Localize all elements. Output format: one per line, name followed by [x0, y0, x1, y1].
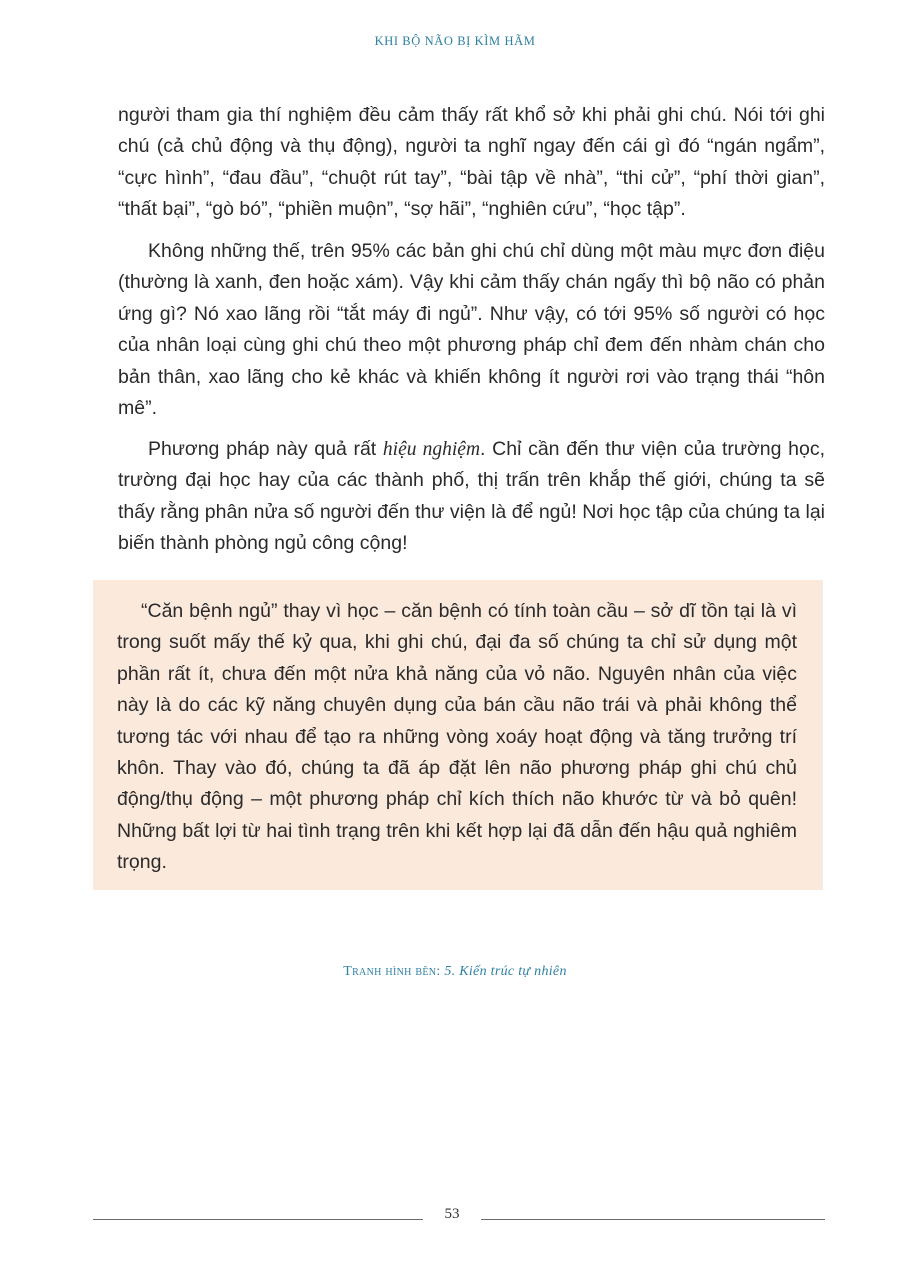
callout-text: “Căn bệnh ngủ” thay vì học – căn bệnh có tính toàn cầu – sở dĩ tồn tại là vì trong suốt mấy thế kỷ qua, khi ghi chú, đại đa số chúng ta chỉ sử dụng một phần rất ít, chưa đến một nửa khả năng của vỏ não. Nguyên nhân của việc này là do các kỹ năng chuyên dụng của bán cầu não trái và phải không thể tương tác với nhau để tạo ra những vòng xoáy hoạt động và tăng trưởng trí khôn. Thay vào đó, chúng ta đã áp đặt lên não phương pháp ghi chú chủ động/thụ động – một phương pháp chỉ kích thích não khước từ và bỏ quên! Những bất lợi từ hai tình trạng trên khi kết hợp lại đã dẫn đến hậu quả nghiêm trọng.: [117, 600, 797, 874]
paragraph-1: người tham gia thí nghiệm đều cảm thấy rất khổ sở khi phải ghi chú. Nói tới ghi chú (cả chủ động và thụ động), người ta nghĩ ngay đến cái gì đó “ngán ngẩm”, “cực hình”, “đau đầu”, “chuột rút tay”, “bài tập về nhà”, “thi cử”, “phí thời gian”, “thất bại”, “gò bó”, “phiền muộn”, “sợ hãi”, “nghiên cứu”, “học tập”.: [118, 104, 825, 221]
callout-box: [93, 580, 823, 890]
paragraph-3-emphasis: hiệu nghiệm: [382, 439, 481, 460]
paragraph-2: Không những thế, trên 95% các bản ghi chú chỉ dùng một màu mực đơn điệu (thường là xanh, đen hoặc xám). Vậy khi cảm thấy chán ngấy thì bộ não có phản ứng gì? Nó xao lãng rồi “tắt máy đi ngủ”. Như vậy, có tới 95% số người có học của nhân loại cùng ghi chú theo một phương pháp chỉ đem đến nhàm chán cho bản thân, xao lãng cho kẻ khác và khiến không ít người rơi vào trạng thái “hôn mê”.: [118, 240, 825, 420]
paragraph-3-text-start: Phương pháp này quả rất: [148, 438, 383, 460]
footer-rule-left: [93, 1219, 423, 1220]
caption-title: 5. Kiến trúc tự nhiên: [444, 964, 567, 979]
page-number: 53: [444, 1206, 460, 1222]
footer-rule-right: [481, 1219, 825, 1220]
caption-label: Tranh hình bên:: [343, 964, 441, 979]
running-header: KHI BỘ NÃO BỊ KÌM HÃM: [374, 34, 536, 48]
figure-caption: [0, 964, 910, 980]
page-footer: [93, 1206, 825, 1230]
paragraph-3: [118, 434, 825, 560]
paragraph-3-text-end: . Chỉ cần đến thư viện của trường học, trường đại học hay của các thành phố, thị trấn trên khắp thế giới, chúng ta sẽ thấy rằng phân nửa số người đến thư viện là để ngủ! Nơi học tập của chúng ta lại biến thành phòng ngủ công cộng!: [118, 438, 825, 555]
